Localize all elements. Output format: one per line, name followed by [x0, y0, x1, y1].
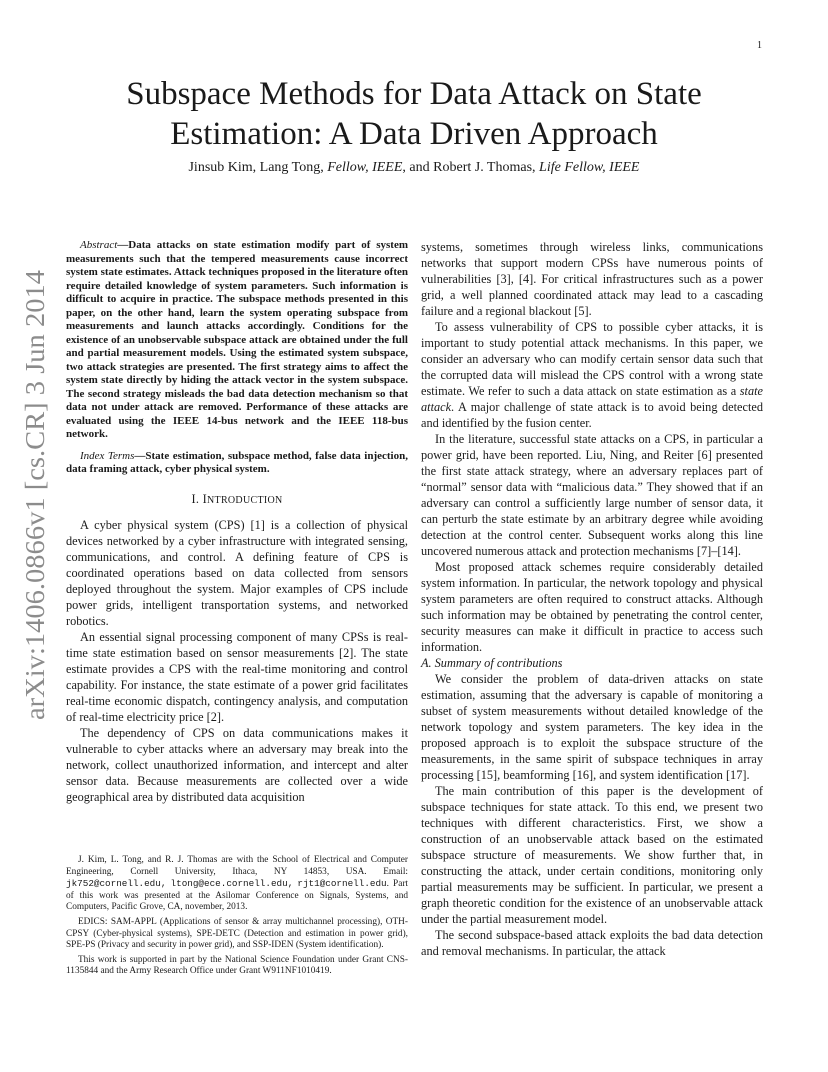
arxiv-stamp-text: arXiv:1406.0866v1 [cs.CR] 3 Jun 2014	[20, 294, 50, 720]
right-paragraph-6: The second subspace-based attack exploits the bad data detection and removal mechanisms. In particular, the attack	[421, 928, 763, 958]
right-paragraph-0: systems, sometimes through wireless links, communications networks that support modern CPSs have numerous points of vulnerabilities [3], [4]. For critical infrastructures such as a power grid, a well planned coordinated attack may lead to a cascading failure and a regional blackout [5].	[421, 240, 763, 318]
footnote-edics: EDICS: SAM-APPL (Applications of sensor & array multichannel processing), OTH-CPSY (Cyber-physical systems), SPE-DETC (Detection and estimation in power grid), SPE-PS (Privacy and security in power grid), and SSP-IDEN (System identification).	[66, 916, 408, 951]
section-title-rest: NTRODUCTION	[207, 494, 283, 506]
authors-names-1: Jinsub Kim, Lang Tong,	[188, 160, 328, 175]
email-link-2[interactable]: ltong@ece.cornell.edu,	[170, 878, 294, 890]
authors-names-2: , and Robert J. Thomas,	[402, 160, 540, 175]
authors-title-1: Fellow, IEEE	[327, 160, 403, 175]
index-terms-text: —State estimation, subspace method, false data injection, data framing attack, cyber physical system.	[66, 449, 408, 475]
right-paragraph-2: In the literature, successful state attacks on a CPS, in particular a power grid, have been reported. Liu, Ning, and Reiter [6] presented the first state attack strategy, where an adversary replaces part of “normal” sensor data with “malicious data.” They showed that if an adversary can control a sufficiently large number of sensor data, it can perturb the state estimate by an arbitrary degree while avoiding detection at the control center. Subsequent works along this line uncovered numerous attack and protection mechanisms [7]–[14].	[421, 432, 763, 558]
index-terms-label: Index Terms	[80, 449, 135, 462]
footnotes	[66, 855, 408, 981]
right-paragraph-5: The main contribution of this paper is the development of subspace techniques for state attack. To this end, we present two techniques with different characteristics. First, we show a construction of an unobservable attack based on the estimated subspace structure of measurements. We show further that, in constructing the attack, under certain conditions, monitoring only partial measurements may be sufficient. In particular, we present a graph theoretic condition for the existence of an unobservable attack under the partial measurement model.	[421, 784, 763, 926]
authors-title-2: Life Fellow, IEEE	[539, 160, 640, 175]
intro-paragraph-3: The dependency of CPS on data communications makes it vulnerable to cyber attacks where an adversary may break into the network, collect unauthorized information, and intercept and alter sensor data. Because measurements are collected over a wide geographical area by distributed data acquisition	[66, 725, 408, 804]
section-number: I.	[191, 491, 203, 506]
footnote-funding: This work is supported in part by the National Science Foundation under Grant CNS-1135844 and the Army Research Office under Grant W911NF1010419.	[66, 954, 408, 977]
left-column	[66, 239, 408, 805]
section-title-initial: I	[202, 491, 208, 506]
right-paragraph-1-a: To assess vulnerability of CPS to possible cyber attacks, it is important to study potential attack mechanisms. In this paper, we consider an adversary who can modify certain sensor data such that the corrupted data will mislead the CPS control with a wrong state estimate. We refer to such a data attack on state estimation as a	[421, 320, 763, 398]
abstract-text: —Data attacks on state estimation modify part of system measurements such that the tempered measurements cause incorrect system state estimates. Attack techniques proposed in the literature often require detailed knowledge of system parameters. Such information is difficult to acquire in practice. The subspace methods presented in this paper, on the other hand, learn the system operating subspace from measurements and launch attacks accordingly. Conditions for the existence of an unobservable subspace attack are obtained under the full and partial measurement models. Using the estimated system subspace, two attack strategies are presented. The first strategy aims to affect the system state directly by hiding the attack vector in the system subspace. The second strategy misleads the bad data detection mechanism so that data not under attack are removed. Performance of these attacks are evaluated using the IEEE 14-bus network and the IEEE 118-bus network.	[66, 239, 408, 440]
paper-title	[70, 74, 758, 154]
section-heading-introduction	[66, 491, 408, 509]
title-line-1: Subspace Methods for Data Attack on State	[126, 76, 702, 112]
arxiv-stamp-svg	[20, 270, 50, 720]
right-paragraph-3: Most proposed attack schemes require considerably detailed system information. In particular, the network topology and physical system parameters are often required to construct attacks. Although such information may be obtained by penetrating the control center, security measures can make it difficult in practice to access such information.	[421, 560, 763, 654]
intro-paragraph-2: An essential signal processing component of many CPSs is real-time state estimation based on sensor measurements [2]. The state estimate provides a CPS with the real-time monitoring and control capability. For instance, the state estimate of a power grid facilitates real-time economic dispatch, contingency analysis, and computation of real-time electricity price [2].	[66, 629, 408, 724]
email-link-1[interactable]: jk752@cornell.edu,	[66, 878, 167, 890]
abstract-label: Abstract	[80, 239, 118, 251]
index-terms	[66, 450, 408, 477]
email-link-3[interactable]: rjt1@cornell.edu	[297, 878, 387, 890]
subsection-heading: A. Summary of contributions	[421, 656, 563, 670]
arxiv-stamp	[20, 270, 50, 720]
page-number: 1	[757, 40, 762, 51]
abstract	[66, 239, 408, 442]
footnote-affiliation	[66, 855, 408, 914]
footnote-affiliation-text: J. Kim, L. Tong, and R. J. Thomas are with the School of Electrical and Computer Engineering, Cornell University, Ithaca, NY 14853, USA. Email:	[66, 855, 408, 877]
intro-paragraph-1: A cyber physical system (CPS) [1] is a collection of physical devices networked by a cyber infrastructure with integrated sensing, communications, and control. A defining feature of CPS is coordinated operations based on data collected from sensors deployed throughout the system. Major examples of CPS include power grids, intelligent transportation systems, and networked robotics.	[66, 517, 408, 628]
right-paragraph-4: We consider the problem of data-driven attacks on state estimation, assuming that the adversary is capable of monitoring a subset of system measurements without detailed knowledge of the network topology and system parameters. The key idea in the proposed approach is to exploit the subspace structure of the measurements, in the same spirit of subspace techniques in array processing [15], beamforming [16], and system identification [17].	[421, 672, 763, 782]
right-paragraph-1-emph: state attack	[421, 384, 763, 414]
footnote-affiliation-note: . Part of this work was presented at the Asilomar Conference on Signals, Systems, and Computers, Pacific Grove, CA, november, 2013.	[66, 879, 409, 913]
right-paragraph-1-c: . A major challenge of state attack is to avoid being detected and identified by the fusion center.	[421, 400, 763, 430]
authors-line	[70, 160, 758, 176]
right-column	[421, 239, 763, 959]
right-paragraph-1	[421, 319, 763, 431]
title-line-2: Estimation: A Data Driven Approach	[170, 116, 658, 152]
